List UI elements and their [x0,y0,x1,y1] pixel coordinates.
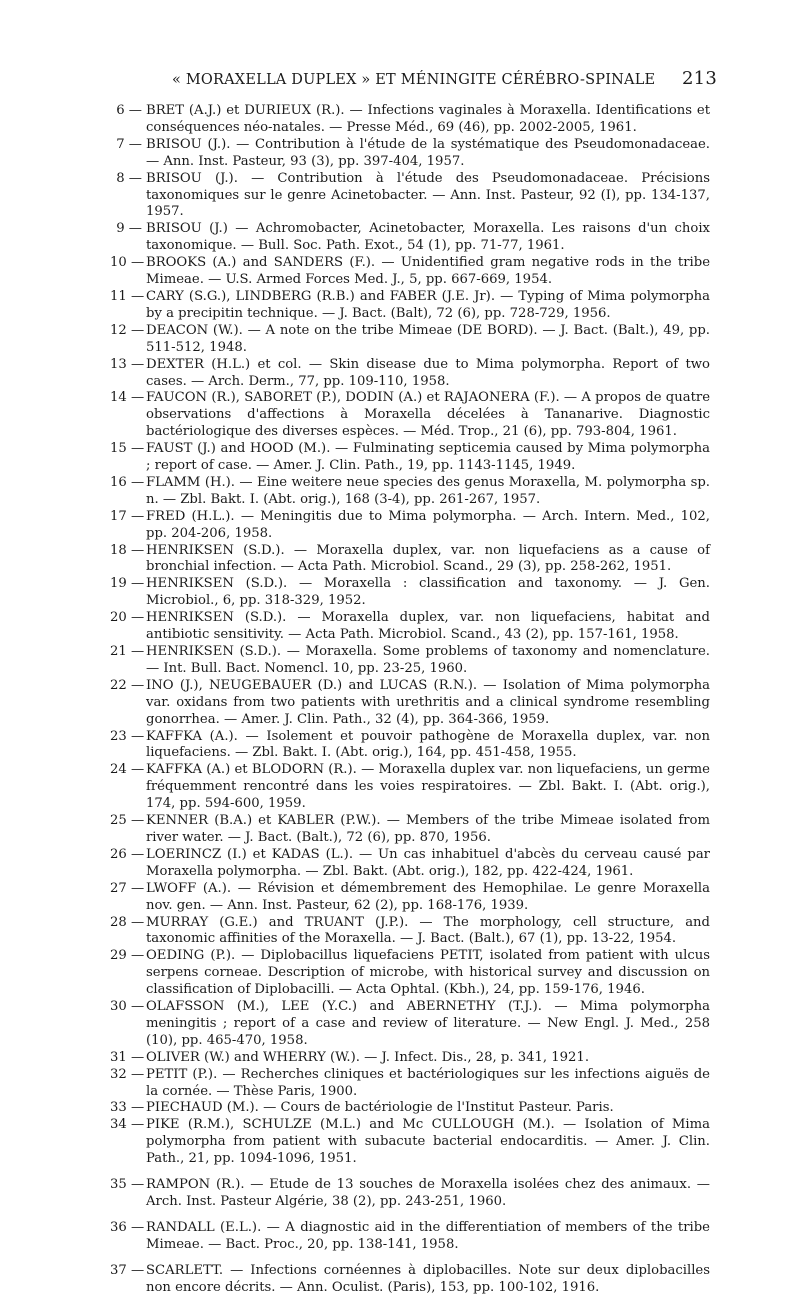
reference-text: BRISOU (J.) — Achromobacter, Acinetobacter, Moraxella. Les raisons d'un choix taxonomique. — Bull. Soc. Path. Exot., 54 (1), pp. 71-77, 1961. [146,221,710,254]
reference-item [110,813,710,847]
reference-number: 37 — [110,1262,145,1278]
reference-item [110,255,710,289]
reference-number: 20 — [110,610,145,626]
reference-item [110,1263,710,1297]
reference-number: 36 — [110,1219,145,1235]
reference-item [110,762,710,813]
reference-number: 30 — [110,999,145,1015]
reference-item [110,1100,710,1117]
reference-number: 33 — [110,1100,145,1116]
reference-list [110,103,710,1297]
reference-item [110,729,710,763]
reference-text: HENRIKSEN (S.D.). — Moraxella duplex, var. non liquefaciens as a cause of bronchial infection. — Acta Path. Microbiol. Scand., 29 (3), pp. 258-262, 1951. [146,542,710,575]
reference-text: OEDING (P.). — Diplobacillus liquefaciens PETIT, isolated from patient with ulcus serpens corneae. Description of microbe, with historical survey and discussion on classification of Diplobacilli. — Acta Ophtal. (Kbh.), 24, pp. 159-176, 1946. [146,948,710,998]
reference-number: 16 — [110,474,145,490]
reference-text: PIKE (R.M.), SCHULZE (M.L.) and Mc CULLOUGH (M.). — Isolation of Mima polymorpha from patient with subacute bacterial endocarditis. — Amer. J. Clin. Path., 21, pp. 1094-1096, 1951. [146,1117,710,1167]
reference-number: 12 — [110,322,145,338]
reference-text: KAFFKA (A.) et BLODORN (R.). — Moraxella duplex var. non liquefaciens, un germe fréquemment rencontré dans les voies respiratoires. — Zbl. Bakt. I. (Abt. orig.), 174, pp. 594-600, 1959. [146,762,710,812]
reference-item [110,543,710,577]
reference-text: BRISOU (J.). — Contribution à l'étude de la systématique des Pseudomonadaceae. — Ann. Inst. Pasteur, 93 (3), pp. 397-404, 1957. [146,136,710,169]
reference-item [110,103,710,137]
reference-text: DEXTER (H.L.) et col. — Skin disease due to Mima polymorpha. Report of two cases. — Arch. Derm., 77, pp. 109-110, 1958. [146,356,710,389]
reference-number: 9 — [116,221,142,237]
reference-number: 17 — [110,508,145,524]
reference-number: 15 — [110,441,145,457]
reference-text: PETIT (P.). — Recherches cliniques et bactériologiques sur les infections aiguës de la cornée. — Thèse Paris, 1900. [146,1066,710,1099]
reference-item [110,1050,710,1067]
reference-number: 13 — [110,356,145,372]
reference-item [110,1117,710,1168]
running-title: « MORAXELLA DUPLEX » ET MÉNINGITE CÉRÉBRO-SPINALE [172,72,656,88]
reference-item [110,390,710,441]
reference-number: 21 — [110,644,145,659]
reference-text: LOERINCZ (I.) et KADAS (L.). — Un cas inhabituel d'abcès du cerveau causé par Moraxella polymorpha. — Zbl. Bakt. (Abt. orig.), 182, pp. 422-424, 1961. [146,846,710,879]
reference-number: 8 — [116,170,142,186]
reference-number: 6 — [116,103,142,118]
reference-item [110,1177,710,1211]
reference-item [110,221,710,255]
reference-item [110,678,710,729]
reference-number: 23 — [110,728,145,744]
reference-text: FLAMM (H.). — Eine weitere neue species des genus Moraxella, M. polymorpha sp. n. — Zbl. Bakt. I. (Abt. orig.), 168 (3-4), pp. 261-267, 1957. [146,474,710,507]
reference-number: 32 — [110,1066,145,1082]
reference-text: BRISOU (J.). — Contribution à l'étude des Pseudomonadaceae. Précisions taxonomiques sur le genre Acinetobacter. — Ann. Inst. Pasteur, 92 (I), pp. 134-137, 1957. [146,170,710,220]
reference-text: OLAFSSON (M.), LEE (Y.C.) and ABERNETHY (T.J.). — Mima polymorpha meningitis ; report of a case and review of literature. — New Engl. J. Med., 258 (10), pp. 465-470, 1958. [146,999,710,1048]
reference-text: RAMPON (R.). — Etude de 13 souches de Moraxella isolées chez des animaux. — Arch. Inst. Pasteur Algérie, 38 (2), pp. 243-251, 1960. [146,1177,710,1209]
reference-item [110,137,710,171]
reference-number: 29 — [110,948,145,964]
reference-text: BRET (A.J.) et DURIEUX (R.). — Infections vaginales à Moraxella. Identifications et conséquences néo-natales. — Presse Méd., 69 (46), pp. 2002-2005, 1961. [146,103,710,135]
reference-item [110,610,710,644]
reference-item [110,881,710,915]
reference-item [110,915,710,949]
reference-number: 24 — [110,762,145,778]
reference-number: 14 — [110,390,145,406]
reference-text: BROOKS (A.) and SANDERS (F.). — Unidentified gram negative rods in the tribe Mimeae. — U.S. Armed Forces Med. J., 5, pp. 667-669, 1954. [146,255,710,288]
reference-number: 22 — [110,677,145,693]
reference-item [110,441,710,475]
reference-number: 26 — [110,846,145,862]
reference-text: DEACON (W.). — A note on the tribe Mimeae (DE BORD). — J. Bact. (Balt.), 49, pp. 511-512, 1948. [146,322,710,355]
reference-text: LWOFF (A.). — Révision et démembrement des Hemophilae. Le genre Moraxella nov. gen. — Ann. Inst. Pasteur, 62 (2), pp. 168-176, 1939. [146,880,710,913]
reference-item [110,323,710,357]
running-header [172,68,717,96]
reference-item [110,948,710,999]
reference-number: 34 — [110,1117,145,1133]
reference-text: FAUCON (R.), SABORET (P.), DODIN (A.) et RAJAONERA (F.). — A propos de quatre observations d'affections à Moraxella décelées à Tananarive. Diagnostic bactériologique des diverses espèces. — Méd. Trop., 21 (6), pp. 793-804, 1961. [146,390,710,440]
reference-text: INO (J.), NEUGEBAUER (D.) and LUCAS (R.N.). — Isolation of Mima polymorpha var. oxidans from two patients with urethritis and a clinical syndrome resembling gonorrhea. — Amer. J. Clin. Path., 32 (4), pp. 364-366, 1959. [146,677,710,727]
reference-item [110,509,710,543]
reference-number: 10 — [110,255,145,271]
reference-number: 31 — [110,1049,145,1065]
reference-text: PIECHAUD (M.). — Cours de bactériologie de l'Institut Pasteur. Paris. [146,1100,614,1116]
reference-item [110,576,710,610]
reference-item [110,1067,710,1101]
reference-text: SCARLETT. — Infections cornéennes à diplobacilles. Note sur deux diplobacilles non encore décrits. — Ann. Oculist. (Paris), 153, pp. 100-102, 1916. [146,1262,710,1295]
reference-text: KENNER (B.A.) et KABLER (P.W.). — Members of the tribe Mimeae isolated from river water. — J. Bact. (Balt.), 72 (6), pp. 870, 1956. [146,813,710,845]
reference-item [110,847,710,881]
reference-item [110,999,710,1050]
reference-text: KAFFKA (A.). — Isolement et pouvoir pathogène de Moraxella duplex, var. non liquefaciens. — Zbl. Bakt. I. (Abt. orig.), 164, pp. 451-458, 1955. [146,728,710,761]
reference-text: CARY (S.G.), LINDBERG (R.B.) and FABER (J.E. Jr). — Typing of Mima polymorpha by a precipitin technique. — J. Bact. (Balt), 72 (6), pp. 728-729, 1956. [146,288,710,321]
reference-number: 25 — [110,813,145,829]
reference-item [110,289,710,323]
reference-text: FRED (H.L.). — Meningitis due to Mima polymorpha. — Arch. Intern. Med., 102, pp. 204-206, 1958. [146,508,710,541]
reference-text: HENRIKSEN (S.D.). — Moraxella. Some problems of taxonomy and nomenclature. — Int. Bull. Bact. Nomencl. 10, pp. 23-25, 1960. [146,644,710,676]
page-number: 213 [682,68,717,89]
reference-item [110,1220,710,1254]
reference-text: MURRAY (G.E.) and TRUANT (J.P.). — The morphology, cell structure, and taxonomic affinities of the Moraxella. — J. Bact. (Balt.), 67 (1), pp. 13-22, 1954. [146,914,710,947]
reference-text: FAUST (J.) and HOOD (M.). — Fulminating septicemia caused by Mima polymorpha ; report of case. — Amer. J. Clin. Path., 19, pp. 1143-1145, 1949. [146,441,710,474]
reference-item [110,171,710,222]
reference-item [110,644,710,678]
reference-number: 19 — [110,576,145,592]
reference-number: 18 — [110,542,145,558]
reference-item [110,475,710,509]
reference-text: RANDALL (E.L.). — A diagnostic aid in the differentiation of members of the tribe Mimeae. — Bact. Proc., 20, pp. 138-141, 1958. [146,1219,710,1252]
reference-number: 11 — [110,288,145,304]
reference-item [110,357,710,391]
reference-text: HENRIKSEN (S.D.). — Moraxella : classification and taxonomy. — J. Gen. Microbiol., 6, pp. 318-329, 1952. [146,576,710,609]
reference-number: 28 — [110,914,145,930]
reference-text: HENRIKSEN (S.D.). — Moraxella duplex, var. non liquefaciens, habitat and antibiotic sensitivity. — Acta Path. Microbiol. Scand., 43 (2), pp. 157-161, 1958. [146,610,710,643]
reference-number: 27 — [110,880,145,896]
reference-number: 7 — [116,136,142,152]
reference-text: OLIVER (W.) and WHERRY (W.). — J. Infect. Dis., 28, p. 341, 1921. [146,1049,590,1065]
reference-number: 35 — [110,1177,145,1193]
